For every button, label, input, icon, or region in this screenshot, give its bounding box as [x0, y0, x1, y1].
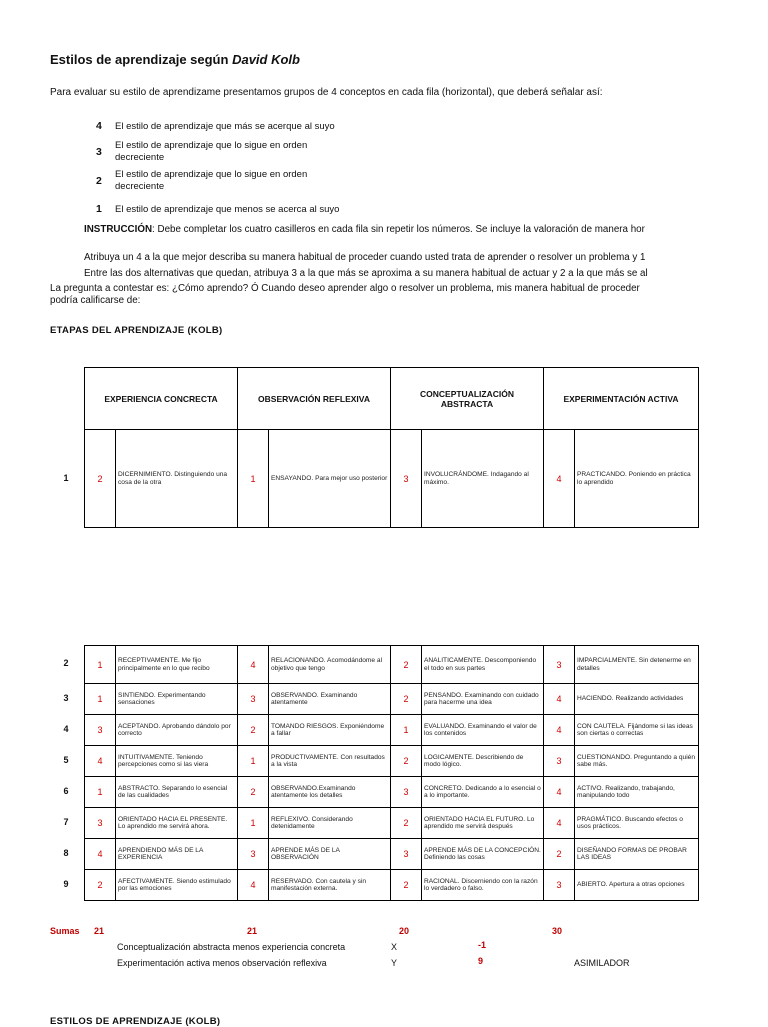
score-cell[interactable]: 1: [85, 684, 116, 715]
concept-cell: CUESTIONANDO. Preguntando a quién sabe más.: [575, 746, 699, 777]
concept-cell: PRACTICANDO. Poniendo en práctica lo aprendido: [575, 430, 699, 528]
table-row: [85, 646, 699, 684]
concept-cell: DISEÑANDO FORMAS DE PROBAR LAS IDEAS: [575, 839, 699, 870]
row-number: 3: [63, 692, 69, 703]
row-number: 5: [63, 754, 69, 765]
score-cell[interactable]: 1: [391, 715, 422, 746]
score-cell[interactable]: 3: [391, 839, 422, 870]
score-cell[interactable]: 1: [85, 777, 116, 808]
score-cell[interactable]: 3: [238, 684, 269, 715]
concept-cell: ANALITICAMENTE. Descomponiendo el todo en sus partes: [422, 646, 544, 684]
header-experimentacion-activa: EXPERIMENTACIÓN ACTIVA: [544, 368, 699, 430]
concept-cell: ACEPTANDO. Aprobando dándolo por correcto: [116, 715, 238, 746]
paragraph-3-cont: podría calificarse de:: [50, 295, 141, 306]
score-cell[interactable]: 4: [85, 839, 116, 870]
scale-text: El estilo de aprendizaje que lo sigue en orden decreciente: [115, 169, 308, 192]
score-cell[interactable]: 2: [391, 684, 422, 715]
intro-text: Para evaluar su estilo de aprendizame presentamos grupos de 4 conceptos en cada fila (horizontal), que deberá señalar así:: [50, 87, 603, 98]
row-number: 2: [63, 658, 69, 668]
concept-cell: PRODUCTIVAMENTE. Con resultados a la vista: [269, 746, 391, 777]
score-cell[interactable]: 3: [85, 715, 116, 746]
sum-value: 21: [94, 926, 105, 936]
score-cell[interactable]: 3: [544, 746, 575, 777]
score-cell[interactable]: 2: [238, 777, 269, 808]
sum-value: 30: [552, 926, 563, 936]
concept-cell: AFECTIVAMENTE. Siendo estimulado por las emociones: [116, 870, 238, 901]
scale-num: 3: [96, 146, 102, 158]
score-cell[interactable]: 4: [544, 777, 575, 808]
calc-value: 9: [478, 956, 484, 966]
row-number: 9: [63, 878, 69, 889]
score-cell[interactable]: 3: [238, 839, 269, 870]
kolb-header-table: [84, 367, 699, 528]
concept-cell: ABSTRACTO. Separando lo esencial de las cualidades: [116, 777, 238, 808]
score-cell[interactable]: 3: [391, 777, 422, 808]
concept-cell: TOMANDO RIESGOS. Exponiéndome a fallar: [269, 715, 391, 746]
sum-value: 20: [399, 926, 410, 936]
score-cell[interactable]: 4: [238, 646, 269, 684]
score-cell[interactable]: 2: [391, 870, 422, 901]
concept-cell: ENSAYANDO. Para mejor uso posterior: [269, 430, 391, 528]
score-cell[interactable]: 3: [544, 646, 575, 684]
concept-cell: EVALUANDO. Examinando el valor de los contenidos: [422, 715, 544, 746]
score-cell[interactable]: 4: [544, 684, 575, 715]
concept-cell: ORIENTADO HACIA EL PRESENTE. Lo aprendido me servirá ahora.: [116, 808, 238, 839]
score-cell[interactable]: 3: [85, 808, 116, 839]
concept-cell: PENSANDO. Examinando con cuidado para hacerme una idea: [422, 684, 544, 715]
calc-value: -1: [478, 940, 487, 950]
concept-cell: RESERVADO. Con cautela y sin manifestación externa.: [269, 870, 391, 901]
score-cell[interactable]: 2: [85, 870, 116, 901]
concept-cell: APRENDE MÁS DE LA OBSERVACIÓN: [269, 839, 391, 870]
concept-cell: OBSERVANDO.Examinando atentamente los detalles: [269, 777, 391, 808]
score-cell[interactable]: 4: [238, 870, 269, 901]
table-row: [85, 430, 699, 528]
footer-section-title: ESTILOS DE APRENDIZAJE (KOLB): [50, 1016, 221, 1027]
header-observacion-reflexiva: OBSERVACIÓN REFLEXIVA: [238, 368, 391, 430]
row-number: 4: [63, 723, 69, 734]
paragraph-2: Entre las dos alternativas que quedan, atribuya 3 a la que más se aproxima a su manera habitual de actuar y 2 a la que más se al: [84, 268, 648, 279]
instruction: [84, 224, 645, 235]
concept-cell: IMPARCIALMENTE. Sin detenerme en detalles: [575, 646, 699, 684]
table-row: [85, 808, 699, 839]
score-cell[interactable]: 1: [238, 430, 269, 528]
sum-value: 21: [247, 926, 258, 936]
score-cell[interactable]: 2: [544, 839, 575, 870]
score-cell[interactable]: 2: [85, 430, 116, 528]
header-experiencia-concreta: EXPERIENCIA CONCRECTA: [85, 368, 238, 430]
score-cell[interactable]: 4: [544, 808, 575, 839]
score-cell[interactable]: 1: [85, 646, 116, 684]
concept-cell: OBSERVANDO. Examinando atentamente: [269, 684, 391, 715]
concept-cell: ABIERTO. Apertura a otras opciones: [575, 870, 699, 901]
score-cell[interactable]: 4: [544, 715, 575, 746]
page-title: [50, 52, 300, 67]
concept-cell: CONCRETO. Dedicando a lo esencial o a lo importante.: [422, 777, 544, 808]
table-row: [85, 839, 699, 870]
concept-cell: RACIONAL. Discerniendo con la razón lo verdadero o falso.: [422, 870, 544, 901]
score-cell[interactable]: 4: [544, 430, 575, 528]
score-cell[interactable]: 4: [85, 746, 116, 777]
concept-cell: RELACIONANDO. Acomodándome al objetivo que tengo: [269, 646, 391, 684]
table-row: [85, 684, 699, 715]
row-number: 6: [63, 785, 69, 796]
concept-cell: HACIENDO. Realizando actividades: [575, 684, 699, 715]
row-number: 8: [63, 847, 69, 858]
concept-cell: PRAGMÁTICO. Buscando efectos o usos prácticos.: [575, 808, 699, 839]
concept-cell: SINTIENDO. Experimentando sensaciones: [116, 684, 238, 715]
score-cell[interactable]: 2: [391, 746, 422, 777]
scale-text: El estilo de aprendizaje que más se acerque al suyo: [115, 121, 335, 132]
scale-num: 4: [96, 120, 102, 132]
concept-cell: CON CAUTELA. Fijándome si las ideas son ciertas o correctas: [575, 715, 699, 746]
scale-text: El estilo de aprendizaje que menos se acerca al suyo: [115, 204, 340, 215]
score-cell[interactable]: 2: [391, 808, 422, 839]
sums-label: Sumas: [50, 926, 80, 936]
title-text: Estilos de aprendizaje según: [50, 52, 229, 67]
instruction-text: : Debe completar los cuatro casilleros en cada fila sin repetir los números. Se incluye la valoración de manera hor: [152, 224, 645, 235]
instruction-label: INSTRUCCIÓN: [84, 224, 153, 235]
score-cell[interactable]: 2: [238, 715, 269, 746]
row-number: 1: [63, 473, 69, 483]
paragraph-1: Atribuya un 4 a la que mejor describa su manera habitual de proceder cuando usted trata de aprender o resolver un problema y 1: [84, 252, 646, 263]
concept-cell: REFLEXIVO. Considerando detenidamente: [269, 808, 391, 839]
concept-cell: LOGICAMENTE. Describiendo de modo lógico.: [422, 746, 544, 777]
table-row: [85, 746, 699, 777]
scale-num: 1: [96, 203, 102, 215]
header-conceptualizacion-abstracta: CONCEPTUALIZACIÓN ABSTRACTA: [391, 368, 544, 430]
calc-label: Experimentación activa menos observación reflexiva: [117, 958, 327, 968]
table-row: [85, 777, 699, 808]
table-row: [85, 870, 699, 901]
score-cell[interactable]: 1: [238, 808, 269, 839]
table-row: [85, 715, 699, 746]
score-cell[interactable]: 3: [544, 870, 575, 901]
score-cell[interactable]: 2: [391, 646, 422, 684]
calc-var: Y: [391, 958, 398, 968]
calc-label: Conceptualización abstracta menos experiencia concreta: [117, 942, 346, 952]
kolb-rows-table: [84, 645, 699, 901]
score-cell[interactable]: 1: [238, 746, 269, 777]
learning-style-result: ASIMILADOR: [574, 958, 630, 968]
title-author: David Kolb: [232, 52, 300, 67]
concept-cell: APRENDE MÁS DE LA CONCEPCIÓN. Definiendo las cosas: [422, 839, 544, 870]
paragraph-3: La pregunta a contestar es: ¿Cómo aprendo? Ó Cuando deseo aprender algo o resolver un problema, mis manera habitual de proceder: [50, 283, 640, 294]
concept-cell: INVOLUCRÁNDOME. Indagando al máximo.: [422, 430, 544, 528]
calc-var: X: [391, 942, 398, 952]
scale-num: 2: [96, 175, 102, 187]
concept-cell: RECEPTIVAMENTE. Me fijo principalmente en lo que recibo: [116, 646, 238, 684]
scale-text: El estilo de aprendizaje que lo sigue en orden decreciente: [115, 140, 308, 163]
concept-cell: ACTIVO. Realizando, trabajando, manipulando todo: [575, 777, 699, 808]
row-number: 7: [63, 816, 69, 827]
concept-cell: ORIENTADO HACIA EL FUTURO. Lo aprendido me servirá después: [422, 808, 544, 839]
concept-cell: DICERNIMIENTO. Distinguiendo una cosa de la otra: [116, 430, 238, 528]
score-cell[interactable]: 3: [391, 430, 422, 528]
section-title: ETAPAS DEL APRENDIZAJE (KOLB): [50, 325, 223, 336]
concept-cell: APRENDIENDO MÁS DE LA EXPERIENCIA: [116, 839, 238, 870]
concept-cell: INTUITIVAMENTE. Teniendo percepciones como si las viera: [116, 746, 238, 777]
